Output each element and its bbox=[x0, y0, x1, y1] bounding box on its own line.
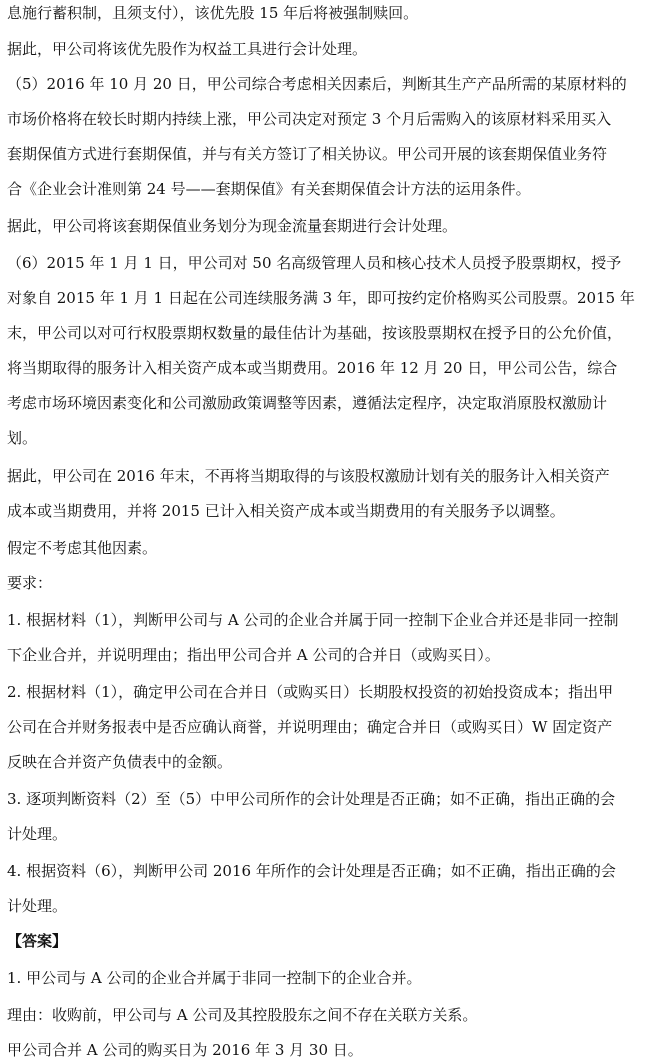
text-line: （6）2015 年 1 月 1 日，甲公司对 50 名高级管理人员和核心技术人员授予股票期权，授予 bbox=[7, 254, 622, 272]
text-line: 4. 根据资料（6），判断甲公司 2016 年所作的会计处理是否正确；如不正确，指出正确的会 bbox=[7, 862, 616, 880]
text-line: 3. 逐项判断资料（2）至（5）中甲公司所作的会计处理是否正确；如不正确，指出正确的会 bbox=[7, 790, 616, 808]
text-line: 要求： bbox=[7, 574, 53, 592]
text-line: 据此，甲公司将该套期保值业务划分为现金流量套期进行会计处理。 bbox=[7, 217, 458, 235]
text-line: 1. 甲公司与 A 公司的企业合并属于非同一控制下的企业合并。 bbox=[7, 969, 422, 987]
text-line: 对象自 2015 年 1 月 1 日起在公司连续服务满 3 年，即可按约定价格购买公司股票。2015 年 bbox=[7, 289, 635, 307]
text-line: 将当期取得的服务计入相关资产成本或当期费用。2016 年 12 月 20 日，甲公司公告，综合 bbox=[7, 359, 618, 377]
text-line: 2. 根据材料（1），确定甲公司在合并日（或购买日）长期股权投资的初始投资成本；指出甲 bbox=[7, 683, 614, 701]
answer-heading: 【答案】 bbox=[7, 932, 68, 950]
text-line: 1. 根据材料（1），判断甲公司与 A 公司的企业合并属于同一控制下企业合并还是非同一控制 bbox=[7, 611, 619, 629]
text-line: 下企业合并，并说明理由；指出甲公司合并 A 公司的合并日（或购买日）。 bbox=[7, 646, 500, 664]
text-line: 成本或当期费用，并将 2015 已计入相关资产成本或当期费用的有关服务予以调整。 bbox=[7, 502, 565, 520]
text-line: 甲公司合并 A 公司的购买日为 2016 年 3 月 30 日。 bbox=[7, 1041, 363, 1059]
text-line: 据此，甲公司在 2016 年末，不再将当期取得的与该股权激励计划有关的服务计入相关资产 bbox=[7, 467, 610, 485]
text-line: （5）2016 年 10 月 20 日，甲公司综合考虑相关因素后，判断其生产产品所需的某原材料的 bbox=[7, 75, 627, 93]
text-line: 套期保值方式进行套期保值，并与有关方签订了相关协议。甲公司开展的该套期保值业务符 bbox=[7, 145, 608, 163]
text-line: 合《企业会计准则第 24 号——套期保值》有关套期保值会计方法的运用条件。 bbox=[7, 180, 531, 198]
text-line: 息施行蓄积制，且须支付），该优先股 15 年后将被强制赎回。 bbox=[7, 4, 419, 22]
text-line: 末，甲公司以对可行权股票期权数量的最佳估计为基础，按该股票期权在授予日的公允价值， bbox=[7, 324, 623, 342]
text-line: 考虑市场环境因素变化和公司激励政策调整等因素，遵循法定程序，决定取消原股权激励计 bbox=[7, 394, 608, 412]
text-line: 市场价格将在较长时期内持续上涨，甲公司决定对预定 3 个月后需购入的该原材料采用买入 bbox=[7, 110, 612, 128]
text-line: 假定不考虑其他因素。 bbox=[7, 539, 158, 557]
text-line: 据此，甲公司将该优先股作为权益工具进行会计处理。 bbox=[7, 40, 368, 58]
text-line: 理由：收购前，甲公司与 A 公司及其控股股东之间不存在关联方关系。 bbox=[7, 1006, 478, 1024]
text-line: 反映在合并资产负债表中的金额。 bbox=[7, 753, 233, 771]
text-line: 划。 bbox=[7, 429, 38, 447]
text-line: 公司在合并财务报表中是否应确认商誉，并说明理由；确定合并日（或购买日）W 固定资产 bbox=[7, 718, 613, 736]
text-line: 计处理。 bbox=[7, 825, 68, 843]
text-line: 计处理。 bbox=[7, 897, 68, 915]
